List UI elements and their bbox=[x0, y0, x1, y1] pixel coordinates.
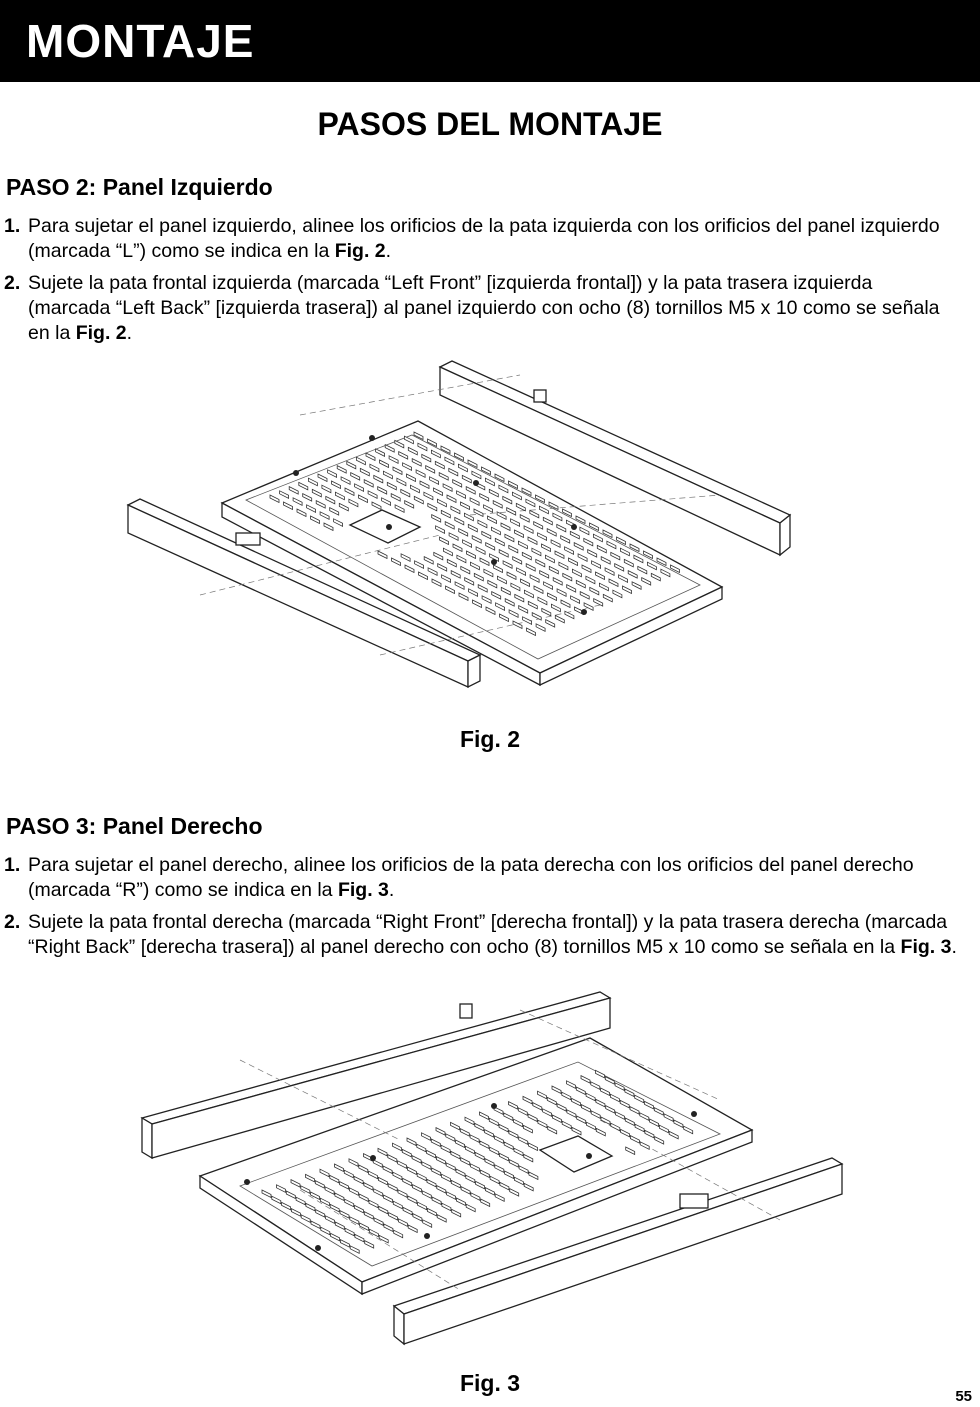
item-number: 1. bbox=[4, 854, 21, 876]
figure-reference: Fig. 3 bbox=[337, 879, 389, 901]
figure-3-caption: Fig. 3 bbox=[459, 1370, 521, 1396]
header-banner bbox=[0, 0, 980, 82]
figure-2-caption: Fig. 2 bbox=[459, 726, 521, 752]
list-item: 1. Para sujetar el panel izquierdo, alinee los orificios de la pata izquierda con los orificios del panel izquierdo (marcada “L”) como se indica en la Fig. 2. bbox=[4, 215, 940, 262]
item-text: Para sujetar el panel izquierdo, alinee los orificios de la pata izquierda con los orificios del panel izquierdo (marcada “L”) como se indica en la bbox=[28, 215, 940, 262]
page-number: 55 bbox=[955, 1388, 972, 1405]
list-item: 2. Sujete la pata frontal izquierda (marcada “Left Front” [izquierda frontal]) y la pata trasera izquierda (marcada “Left Back” [izquierda trasera]) al panel izquierdo con ocho (8) tornillos M5 x 10 como se señala en la Fig. 2. bbox=[4, 272, 940, 344]
figure-reference: Fig. 2 bbox=[75, 322, 127, 344]
item-number: 2. bbox=[4, 272, 21, 294]
figure-reference: Fig. 3 bbox=[900, 936, 952, 958]
step-3-instructions bbox=[0, 853, 960, 967]
header-title: MONTAJE bbox=[26, 15, 255, 67]
list-item: 2. Sujete la pata frontal derecha (marcada “Right Front” [derecha frontal]) y la pata trasera derecha (marcada “Right Back” [derecha trasera]) al panel derecho con ocho (8) tornillos M5 x 10 como se señala en la Fig. 3. bbox=[4, 911, 957, 958]
page-title: PASOS DEL MONTAJE bbox=[317, 106, 663, 142]
item-text: Sujete la pata frontal derecha (marcada “Right Front” [derecha frontal]) y la pata trasera derecha (marcada “Right Back” [derecha trasera]) al panel derecho con ocho (8) tornillos M5 x 10 como se señala en la bbox=[28, 911, 948, 958]
figure-3-drawing bbox=[0, 990, 980, 1360]
list-item: 1. Para sujetar el panel derecho, alinee los orificios de la pata derecha con los orificios del panel derecho (marcada “R”) como se indica en la Fig. 3. bbox=[4, 854, 914, 901]
item-text: Sujete la pata frontal izquierda (marcada “Left Front” [izquierda frontal]) y la pata trasera izquierda (marcada “Left Back” [izquierda trasera]) al panel izquierdo con ocho (8) tornillos M5 x 10 como se señala en la bbox=[28, 272, 940, 344]
step-2-instructions bbox=[0, 214, 960, 353]
item-text: Para sujetar el panel derecho, alinee los orificios de la pata derecha con los orificios del panel derecho (marcada “R”) como se indica en la bbox=[28, 854, 914, 901]
step-2-heading: PASO 2: Panel Izquierdo bbox=[6, 174, 273, 200]
item-number: 1. bbox=[4, 215, 21, 237]
item-number: 2. bbox=[4, 911, 21, 933]
step-3-heading: PASO 3: Panel Derecho bbox=[6, 813, 263, 839]
figure-2-drawing bbox=[0, 355, 980, 695]
figure-reference: Fig. 2 bbox=[334, 240, 386, 262]
